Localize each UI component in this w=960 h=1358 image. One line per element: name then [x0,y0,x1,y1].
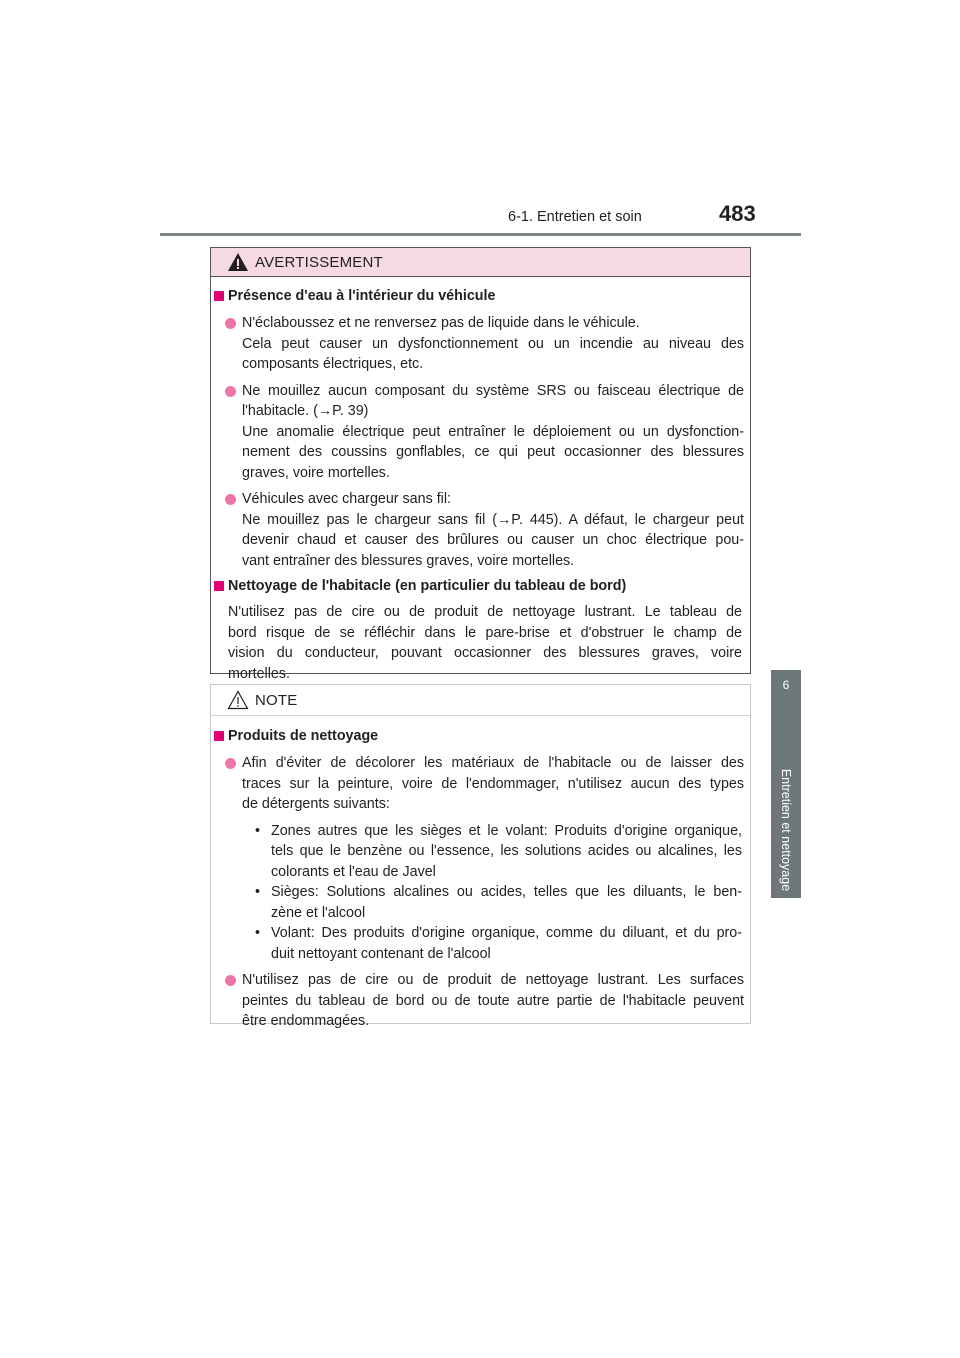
warning-triangle-icon [227,252,249,272]
warning-title: AVERTISSEMENT [255,254,383,271]
square-marker-icon [214,581,224,591]
sub-list-item: • Volant: Des produits d'origine organique, comme du diluant, et du pro- duit nettoyant contenant de l'alcool [255,925,742,962]
caution-triangle-icon [227,690,249,710]
warning-box [210,247,751,682]
sub-list-item: • Zones autres que les sièges et le volant: Produits d'origine organique, tels que le benzène ou l'essence, les solutions acides ou alcalines, les colorants et l'eau de Javel [255,822,742,880]
list-item: N'éclaboussez et ne renversez pas de liquide dans le véhicule. Cela peut causer un dysfonctionnement ou un incendie au niveau des composants électriques, etc. [211,313,752,375]
note-title: NOTE [255,692,298,709]
square-marker-icon [214,731,224,741]
circle-bullet-icon [225,318,236,329]
bullet-marker: • [255,884,261,900]
circle-bullet-icon [225,758,236,769]
circle-bullet-icon [225,975,236,986]
section-heading: Produits de nettoyage [211,726,752,747]
section-heading: Présence d'eau à l'intérieur du véhicule [211,286,752,307]
paragraph: N'utilisez pas de cire ou de produit de nettoyage lustrant. Le tableau de bord risque de se réfléchir dans le pare-brise et d'obstruer le champ de vision du conducteur, pouvant occasionner des blessures graves, voire mortelles. [228,604,742,682]
warning-content [211,286,752,684]
square-marker-icon [214,291,224,301]
note-content [211,726,752,1032]
circle-bullet-icon [225,386,236,397]
section-label: 6-1. Entretien et soin [508,209,642,225]
list-item: Afin d'éviter de décolorer les matériaux de l'habitacle ou de laisser des traces sur la peinture, voire de l'endommager, n'utilisez aucun des types de détergents suivants: [211,753,752,815]
list-item: N'utilisez pas de cire ou de produit de nettoyage lustrant. Les surfaces peintes du tableau de bord ou de toute autre partie de l'habitacle peuvent être endommagées. [211,970,752,1032]
chapter-number: 6 [782,678,790,692]
section-heading: Nettoyage de l'habitacle (en particulier du tableau de bord) [211,576,752,597]
chapter-title: Entretien et nettoyage [779,768,793,892]
chapter-side-tab[interactable] [771,670,801,898]
circle-bullet-icon [225,494,236,505]
bullet-marker: • [255,925,261,941]
sub-list-item: • Sièges: Solutions alcalines ou acides, telles que les diluants, le ben- zène et l'alcool [255,884,742,921]
bullet-marker: • [255,822,261,839]
page-header [0,0,960,240]
note-box [210,684,751,1029]
warning-header [211,248,750,277]
list-item: Véhicules avec chargeur sans fil: Ne mouillez pas le chargeur sans fil (→P. 445). A défaut, le chargeur peut devenir chaud et causer des brûlures ou causer un choc électrique pou- vant entraîner des blessures graves, voire mortelles. [211,489,752,571]
list-item: Ne mouillez aucun composant du système SRS ou faisceau électrique de l'habitacle. (→P. 39) Une anomalie électrique peut entraîner le déploiement ou un dysfonction- nement des coussins gonflables, ce qui peut occasionner des blessures graves, voire mortelles. [211,381,752,484]
note-header [211,685,750,716]
header-rule [160,233,801,236]
page-number: 483 [719,201,756,226]
